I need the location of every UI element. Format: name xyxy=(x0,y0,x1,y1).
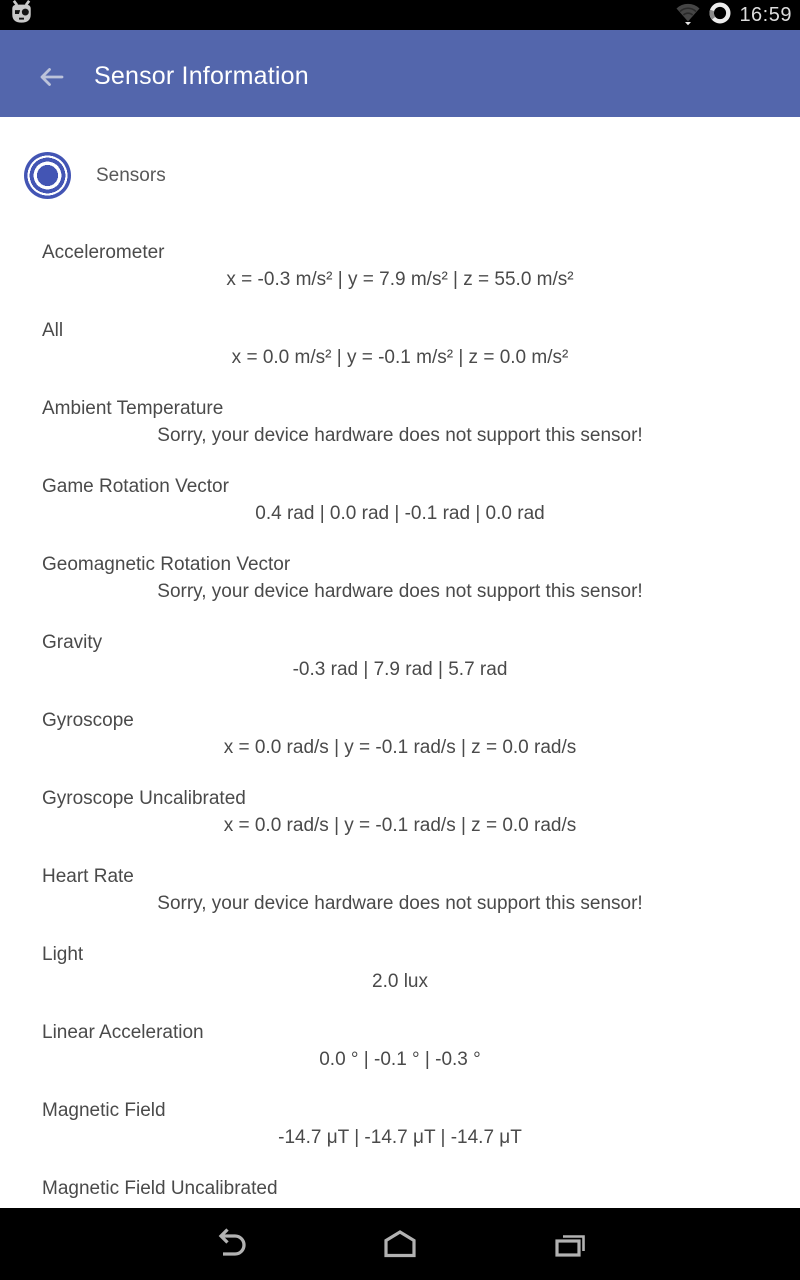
sensor-list-item[interactable] xyxy=(0,629,800,707)
home-icon xyxy=(380,1224,420,1264)
sensor-value: 0.0 ° | -0.1 ° | -0.3 ° xyxy=(319,1049,481,1070)
sensor-value: 2.0 lux xyxy=(372,971,428,992)
app-bar xyxy=(0,30,800,117)
back-icon xyxy=(210,1224,250,1264)
navigation-bar xyxy=(0,1208,800,1280)
sensor-list-item[interactable] xyxy=(0,551,800,629)
sensor-list-item[interactable] xyxy=(0,317,800,395)
nav-back-button[interactable] xyxy=(210,1224,250,1264)
sensor-value: Sorry, your device hardware does not support this sensor! xyxy=(157,893,643,914)
sensor-name: Magnetic Field xyxy=(42,1100,166,1121)
sensor-list-item[interactable] xyxy=(0,473,800,551)
status-clock: 16:59 xyxy=(739,4,792,26)
sensor-value: x = 0.0 rad/s | y = -0.1 rad/s | z = 0.0 rad/s xyxy=(223,737,577,758)
sensor-name: Ambient Temperature xyxy=(42,398,224,419)
sensor-name: Linear Acceleration xyxy=(42,1022,204,1043)
sensor-content xyxy=(0,117,800,1280)
cyanogenmod-mascot-icon xyxy=(8,0,35,31)
wifi-icon xyxy=(675,0,701,31)
sensor-list-item[interactable] xyxy=(0,239,800,317)
sensor-name: Gyroscope Uncalibrated xyxy=(42,788,246,809)
sensor-name: Gyroscope xyxy=(42,710,134,731)
battery-circle-icon xyxy=(708,1,732,30)
status-bar xyxy=(0,0,800,30)
sensor-list-item[interactable] xyxy=(0,785,800,863)
sensor-list-item[interactable] xyxy=(0,395,800,473)
sensor-list xyxy=(0,239,800,1253)
sensor-value: -14.7 μT | -14.7 μT | -14.7 μT xyxy=(278,1127,522,1148)
sensor-value: x = 0.0 m/s² | y = -0.1 m/s² | z = 0.0 m/s² xyxy=(231,347,569,368)
sensor-name: All xyxy=(42,320,64,341)
sensor-name: Geomagnetic Rotation Vector xyxy=(42,554,291,575)
sensor-name: Heart Rate xyxy=(42,866,134,887)
back-arrow-icon[interactable] xyxy=(34,60,68,94)
sensor-value: x = 0.0 rad/s | y = -0.1 rad/s | z = 0.0 rad/s xyxy=(223,815,577,836)
sensor-list-item[interactable] xyxy=(0,941,800,1019)
sensor-list-item[interactable] xyxy=(0,1019,800,1097)
sensor-value: Sorry, your device hardware does not support this sensor! xyxy=(157,581,643,602)
sensor-name: Magnetic Field Uncalibrated xyxy=(42,1178,278,1199)
sensor-name: Gravity xyxy=(42,632,103,653)
sensor-value: Sorry, your device hardware does not support this sensor! xyxy=(157,425,643,446)
sensor-list-item[interactable] xyxy=(0,1097,800,1175)
sensors-section-header xyxy=(24,152,800,199)
nav-home-button[interactable] xyxy=(380,1224,420,1264)
sensor-value: 0.4 rad | 0.0 rad | -0.1 rad | 0.0 rad xyxy=(255,503,545,524)
sensor-list-item[interactable] xyxy=(0,863,800,941)
nav-recents-button[interactable] xyxy=(550,1224,590,1264)
sensor-value: -0.3 rad | 7.9 rad | 5.7 rad xyxy=(292,659,508,680)
sensor-name: Light xyxy=(42,944,84,965)
page-title: Sensor Information xyxy=(94,62,309,90)
concentric-circles-icon xyxy=(24,152,71,199)
sensor-value: x = -0.3 m/s² | y = 7.9 m/s² | z = 55.0 m/s² xyxy=(226,269,574,290)
sensor-list-item[interactable] xyxy=(0,707,800,785)
sensor-name: Accelerometer xyxy=(42,242,165,263)
recents-icon xyxy=(550,1224,590,1264)
sensor-name: Game Rotation Vector xyxy=(42,476,229,497)
sensors-section-title: Sensors xyxy=(96,164,166,186)
